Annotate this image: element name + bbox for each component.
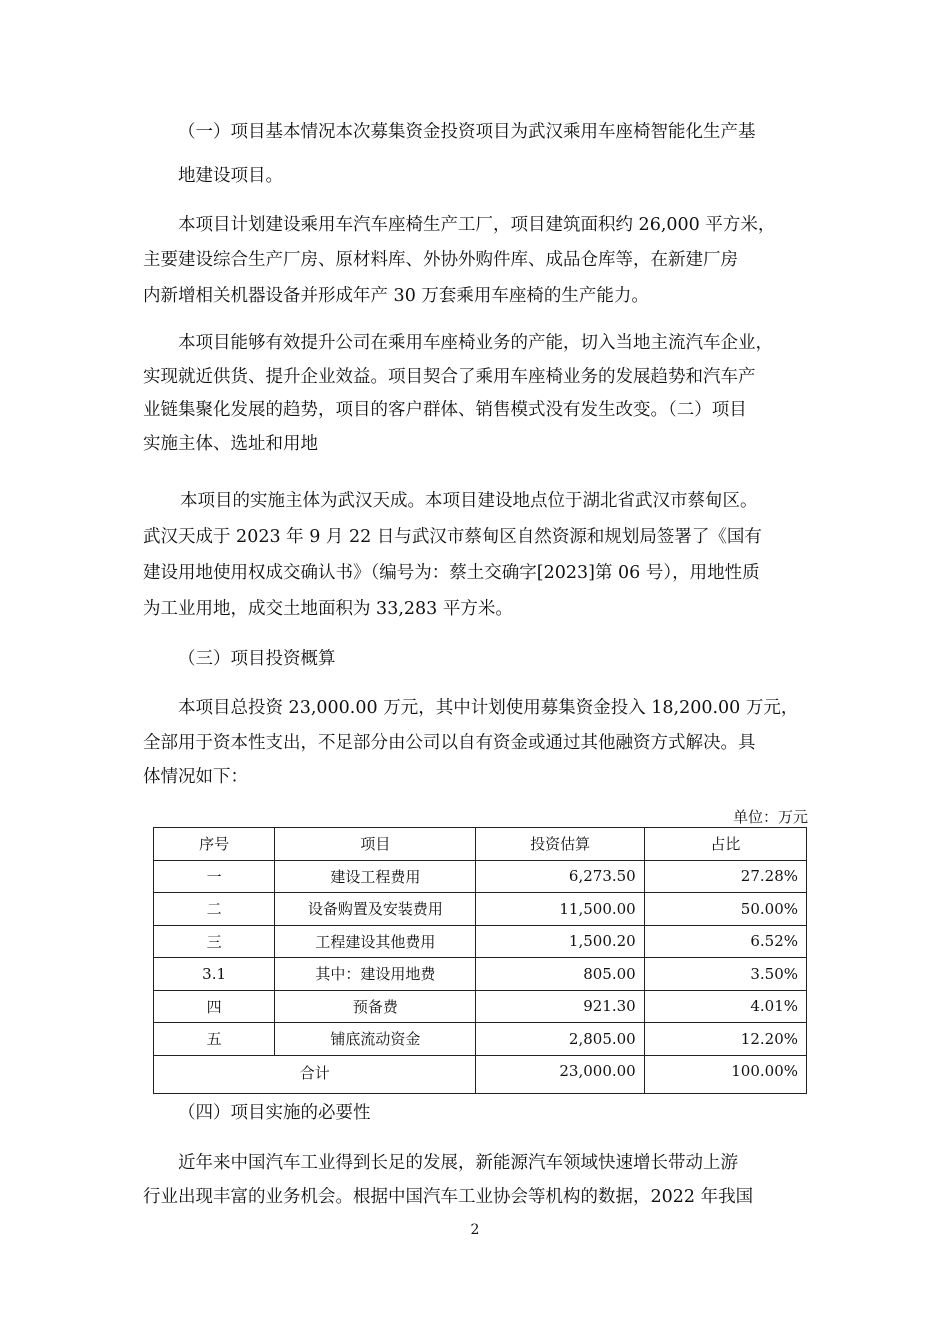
table-row [154,1023,807,1056]
para-2-line-1: 本项目计划建设乘用车汽车座椅生产工厂，项目建筑面积约 26,000 平方米， [178,215,776,235]
table-row [154,893,807,926]
para-4-line-1: 本项目的实施主体为武汉天成。本项目建设地点位于湖北省武汉市蔡甸区。 [180,491,758,511]
para-4-line-4: 为工业用地，成交土地面积为 33,283 平方米。 [143,599,513,619]
row-no: 3.1 [154,958,275,991]
row-amount: 6,273.50 [476,860,644,893]
para-3-line-4: 实施主体、选址和用地 [143,434,318,454]
row-no: 二 [154,893,275,926]
total-ratio: 100.00% [644,1055,806,1094]
para-3-line-1: 本项目能够有效提升公司在乘用车座椅业务的产能，切入当地主流汽车企业， [178,333,773,353]
row-no: 一 [154,860,275,893]
section-3-heading: （三）项目投资概算 [178,649,336,669]
row-no: 四 [154,990,275,1023]
table-row [154,958,807,991]
para-5-line-1: 本项目总投资 23,000.00 万元，其中计划使用募集资金投入 18,200.00 万元， [178,698,799,718]
table-row [154,925,807,958]
para-5-line-2: 全部用于资本性支出，不足部分由公司以自有资金或通过其他融资方式解决。具 [143,733,756,753]
para-3-line-3: 业链集聚化发展的趋势，项目的客户群体、销售模式没有发生改变。（二）项目 [143,400,747,420]
row-no: 三 [154,925,275,958]
header-ratio: 占比 [644,828,806,861]
row-amount: 805.00 [476,958,644,991]
row-no: 五 [154,1023,275,1056]
table-header-row [154,828,807,861]
row-item: 铺底流动资金 [275,1023,476,1056]
section-4-heading: （四）项目实施的必要性 [178,1103,371,1123]
row-ratio: 4.01% [644,990,806,1023]
row-item: 其中：建设用地费 [275,958,476,991]
para-4-line-2: 武汉天成于 2023 年 9 月 22 日与武汉市蔡甸区自然资源和规划局签署了《国有 [143,527,762,547]
header-no: 序号 [154,828,275,861]
investment-table [153,827,807,1094]
para-2-line-3: 内新增相关机器设备并形成年产 30 万套乘用车座椅的生产能力。 [143,286,649,306]
page-number: 2 [470,1222,480,1238]
para-4-line-3: 建设用地使用权成交确认书》（编号为：蔡土交确字[2023]第 06 号），用地性质 [143,563,760,583]
para-3-line-2: 实现就近供货、提升企业效益。项目契合了乘用车座椅业务的发展趋势和汽车产 [143,367,756,387]
row-ratio: 27.28% [644,860,806,893]
table-total-row [154,1055,807,1094]
para-6-line-1: 近年来中国汽车工业得到长足的发展，新能源汽车领域快速增长带动上游 [178,1153,738,1173]
row-ratio: 6.52% [644,925,806,958]
row-item: 设备购置及安装费用 [275,893,476,926]
row-ratio: 12.20% [644,1023,806,1056]
header-amount: 投资估算 [476,828,644,861]
para-2-line-2: 主要建设综合生产厂房、原材料库、外协外购件库、成品仓库等，在新建厂房 [143,250,738,270]
para-6-line-2: 行业出现丰富的业务机会。根据中国汽车工业协会等机构的数据，2022 年我国 [143,1187,754,1207]
row-item: 建设工程费用 [275,860,476,893]
header-item: 项目 [275,828,476,861]
table-row [154,860,807,893]
row-amount: 2,805.00 [476,1023,644,1056]
table-row [154,990,807,1023]
row-amount: 921.30 [476,990,644,1023]
total-amount: 23,000.00 [476,1055,644,1094]
row-amount: 1,500.20 [476,925,644,958]
row-ratio: 50.00% [644,893,806,926]
row-item: 工程建设其他费用 [275,925,476,958]
row-item: 预备费 [275,990,476,1023]
table-unit-label: 单位：万元 [732,808,808,826]
section-1-heading: （一）项目基本情况本次募集资金投资项目为武汉乘用车座椅智能化生产基 [178,122,756,142]
row-ratio: 3.50% [644,958,806,991]
section-1-heading-cont: 地建设项目。 [178,166,283,186]
total-label: 合计 [154,1055,476,1094]
para-5-line-3: 体情况如下： [143,767,248,787]
row-amount: 11,500.00 [476,893,644,926]
